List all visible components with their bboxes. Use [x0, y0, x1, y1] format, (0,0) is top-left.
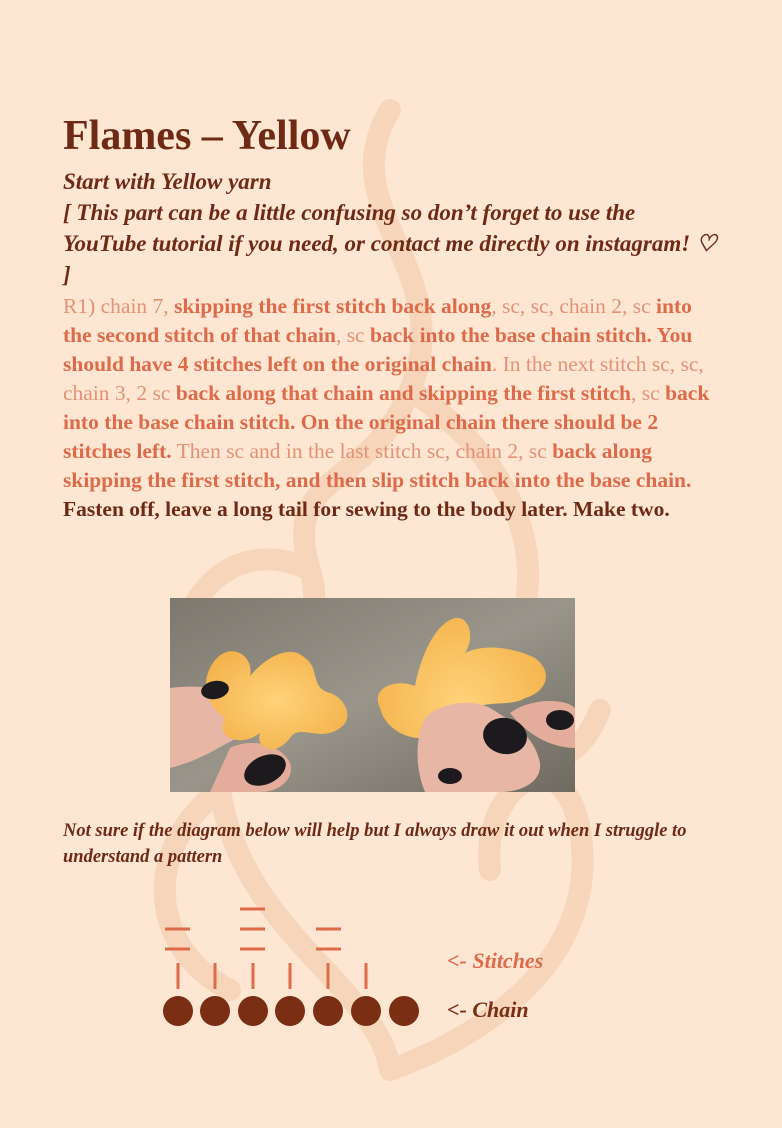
pattern-part-emphasis: skipping the first stitch back along — [174, 294, 492, 318]
intro-text — [63, 166, 723, 290]
diagram-note: Not sure if the diagram below will help but I always draw it out when I struggle to understand a pattern — [63, 821, 687, 867]
pattern-part-emphasis: into the second stitch of that chain — [63, 294, 692, 347]
chain-circle — [163, 996, 193, 1026]
pattern-part-emphasis: back along that chain and skipping the first stitch — [175, 381, 632, 405]
chain-circle — [275, 996, 305, 1026]
pattern-part: , sc — [631, 381, 666, 405]
pattern-part: . In the next stitch sc, sc, chain 3, 2 sc — [63, 352, 704, 405]
main-content — [63, 112, 723, 524]
pattern-part: Then sc and in the last stitch sc, chain 2, sc — [171, 439, 553, 463]
chain-circle — [351, 996, 381, 1026]
chain-circle — [238, 996, 268, 1026]
flames-photo — [170, 598, 575, 792]
intro-yarn-line: Start with Yellow yarn — [63, 169, 272, 194]
pattern-part-emphasis: back along skipping the first stitch, and then slip stitch back into the base chain. — [63, 439, 692, 492]
pattern-part-emphasis: back into the base chain stitch. On the original chain there should be 2 stitches left. — [63, 381, 710, 463]
pattern-part: , sc, sc, chain 2, sc — [491, 294, 657, 318]
chain-circle — [200, 996, 230, 1026]
chain-legend: <- Chain — [447, 997, 529, 1022]
pattern-instructions — [63, 292, 723, 495]
chain-circle — [389, 996, 419, 1026]
fasten-off-instruction: Fasten off, leave a long tail for sewing to the body later. Make two. — [63, 497, 670, 521]
stitches-legend: <- Stitches — [447, 948, 544, 973]
pattern-part: R1) chain 7, — [63, 294, 175, 318]
pattern-part: , sc — [335, 323, 370, 347]
intro-tutorial-note: [ This part can be a little confusing so don’t forget to use the YouTube tutorial if you need, or contact me directly on instagram! ♡ ] — [63, 200, 717, 287]
pattern-part-emphasis: back into the base chain stitch. You should have 4 stitches left on the original chain — [63, 323, 693, 376]
chain-circle — [313, 996, 343, 1026]
page-title: Flames – Yellow — [63, 113, 351, 159]
